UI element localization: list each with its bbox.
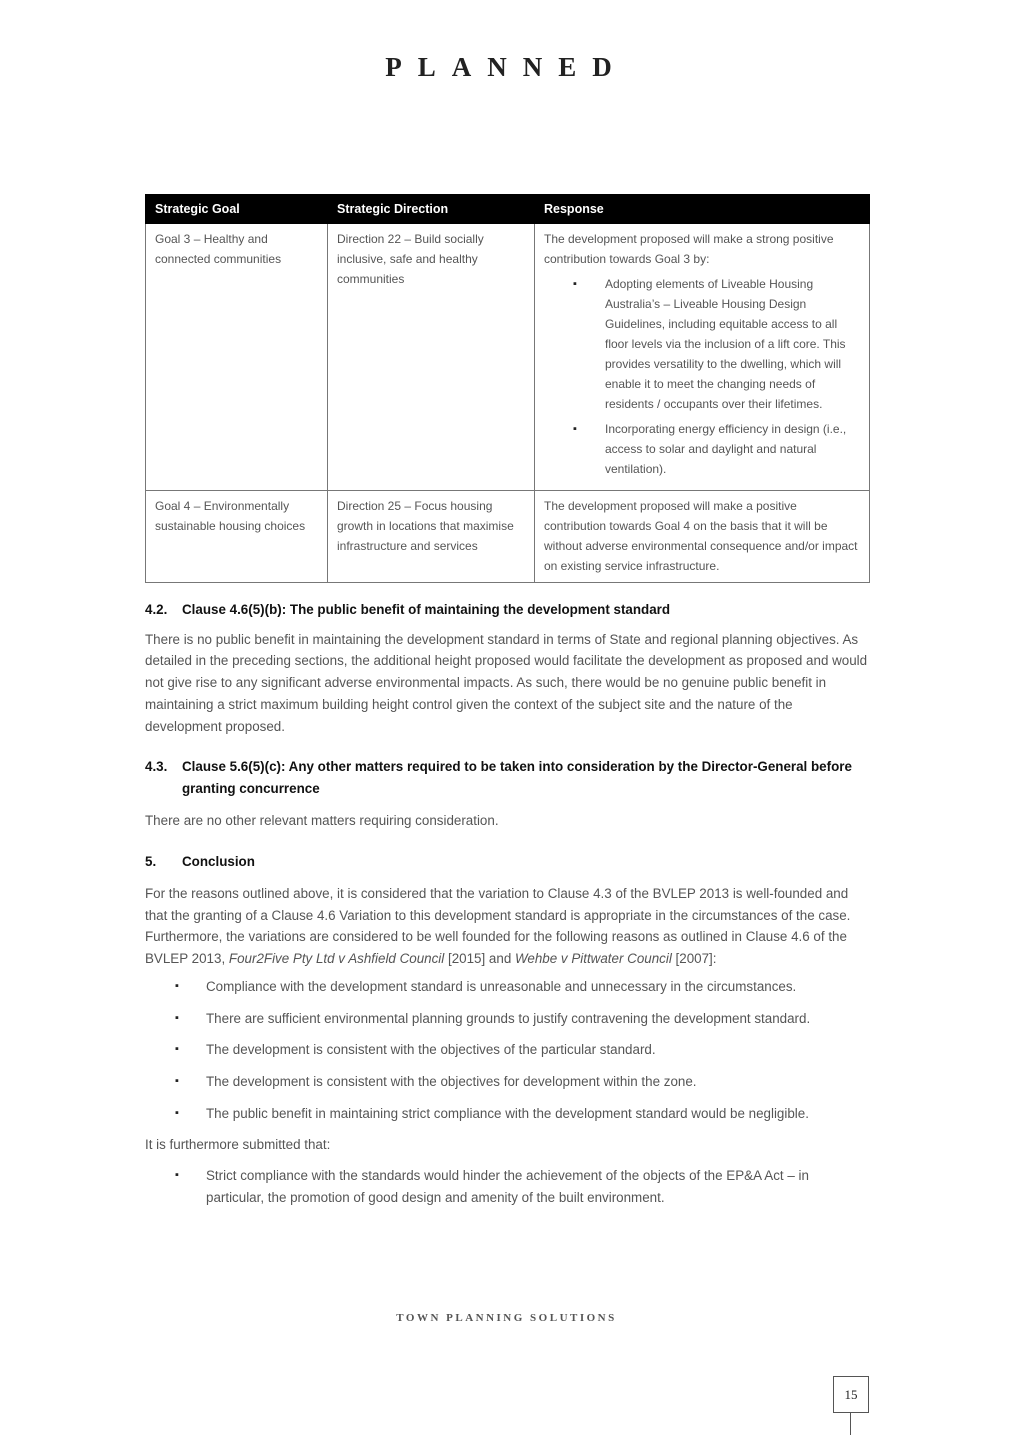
conclusion-paragraph [145,883,870,970]
section-paragraph: There are no other relevant matters requiring consideration. [145,812,499,828]
section-heading-5 [145,851,870,873]
conclusion-text: For the reasons outlined above, it is considered that the variation to Clause 4.3 of the BVLEP 2013 is well-founded and that the granting of a Clause 4.6 Variation to this development standard is appropriate in the circumstances of the case. Furthermore, the variations are considered to be well founded for the following reasons as outlined in Clause 4.6 of the BVLEP 2013, [145,886,851,967]
document-body [145,596,870,1218]
list-item: ▪ The public benefit in maintaining strict compliance with the development standard would be negligible. [206,1103,870,1125]
furthermore-paragraph: It is furthermore submitted that: [145,1137,331,1153]
section-paragraph: There is no public benefit in maintaining the development standard in terms of State and regional planning objectives. As detailed in the preceding sections, the additional height proposed would facilitate the development as proposed and would not give rise to any significant adverse environmental impacts. As such, there would be no genuine public benefit in maintaining a strict maximum building height control given the context of the subject site and the nature of the development proposed. [145,631,868,734]
goal-cell: Goal 3 – Healthy and connected communities [146,224,328,491]
list-item: ▪ There are sufficient environmental planning grounds to justify contravening the development standard. [206,1008,870,1030]
section-number: 4.2. [145,602,168,617]
section-title: Conclusion [182,854,255,870]
section-title: Clause 4.6(5)(b): The public benefit of maintaining the development standard [182,602,671,617]
list-item: ▪ Incorporating energy efficiency in design (i.e., access to solar and daylight and natural ventilation). [605,419,861,479]
section-heading-4-2 [145,599,870,621]
strategic-goals-table [145,194,870,583]
response-intro: The development proposed will make a strong positive contribution towards Goal 3 by: [544,232,834,266]
table-row [146,224,870,491]
section-heading-4-3 [145,756,870,799]
list-item: ▪ The development is consistent with the objectives for development within the zone. [206,1071,870,1093]
section-title: Clause 5.6(5)(c): Any other matters required to be taken into consideration by the Director-General before granting concurrence [182,759,852,796]
conclusion-text: [2015] and [447,951,512,967]
reasons-list [145,976,870,1125]
section-number: 5. [145,854,157,870]
list-item: ▪ Adopting elements of Liveable Housing Australia’s – Liveable Housing Design Guidelines, including equitable access to all floor levels via the inclusion of a lift core. This provides versatility to the dwelling, which will enable it to meet the changing needs of residents / occupants over their lifetimes. [605,274,861,414]
header-strategic-direction: Strategic Direction [328,195,535,224]
direction-cell: Direction 25 – Focus housing growth in locations that maximise infrastructure and services [328,491,535,583]
list-item: ▪ Compliance with the development standard is unreasonable and unnecessary in the circumstances. [206,976,870,998]
footer-text: TOWN PLANNING SOLUTIONS [396,1312,617,1324]
conclusion-text: [2007]: [675,951,717,967]
header-response: Response [535,195,870,224]
direction-cell: Direction 22 – Build socially inclusive, safe and healthy communities [328,224,535,491]
page-number: 15 [833,1376,869,1413]
submission-list [145,1165,870,1208]
list-item: ▪ The development is consistent with the objectives of the particular standard. [206,1039,870,1061]
case-citation: Wehbe v Pittwater Council [515,951,672,967]
response-cell: The development proposed will make a positive contribution towards Goal 4 on the basis that it will be without adverse environmental consequence and/or impact on existing service infrastructure. [535,491,870,583]
response-bullets [544,274,861,479]
table-header-row [146,195,870,224]
response-cell [535,224,870,491]
brand-logo: PLANNED [385,52,628,82]
table-row [146,491,870,583]
page-number-divider [850,1413,851,1435]
section-number: 4.3. [145,759,168,775]
header-strategic-goal: Strategic Goal [146,195,328,224]
case-citation: Four2Five Pty Ltd v Ashfield Council [228,951,445,967]
list-item: ▪ Strict compliance with the standards would hinder the achievement of the objects of the EP&A Act – in particular, the promotion of good design and amenity of the built environment. [206,1165,870,1208]
goal-cell: Goal 4 – Environmentally sustainable housing choices [146,491,328,583]
